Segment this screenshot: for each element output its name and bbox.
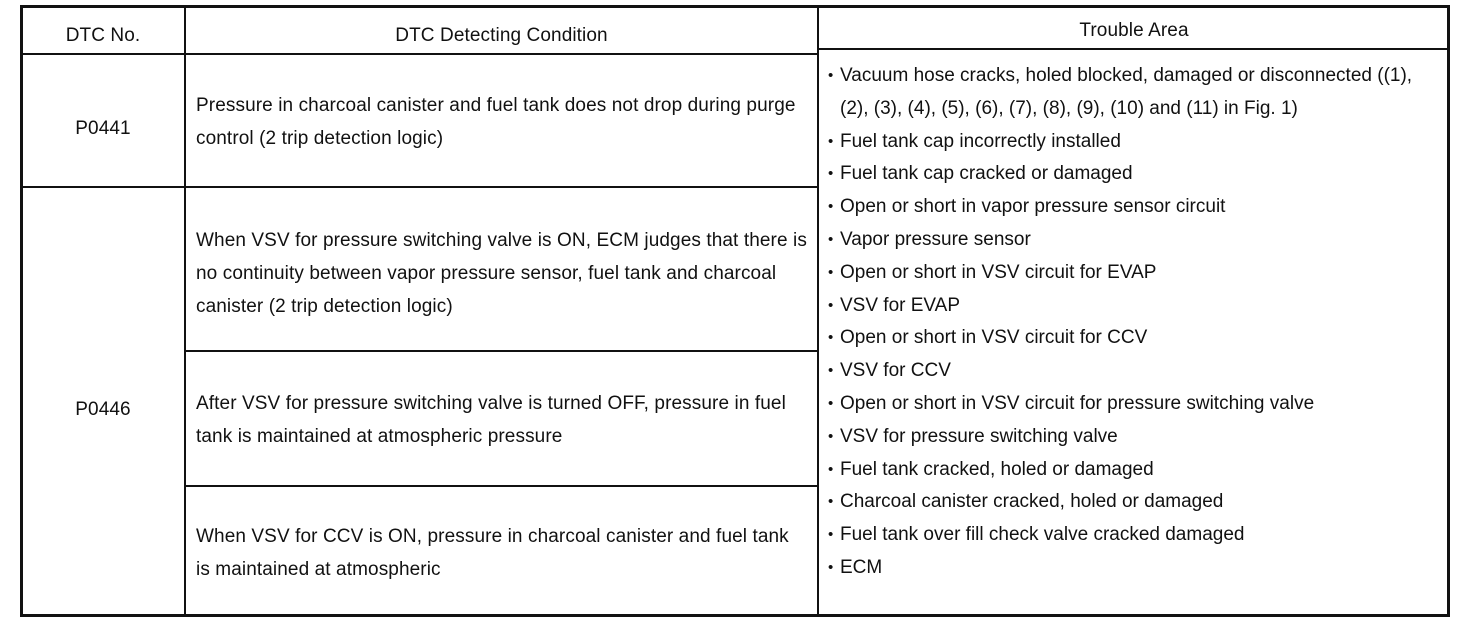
list-item: • Vacuum hose cracks, holed blocked, damaged or disconnected ((1), (2), (3), (4), (5), (6), (7), (8), (9), (10) and (11) in Fig. 1) — [828, 60, 1438, 126]
list-item: • Vapor pressure sensor — [828, 224, 1438, 257]
list-item: • Open or short in VSV circuit for pressure switching valve — [828, 388, 1438, 421]
list-item: • Fuel tank cap cracked or damaged — [828, 158, 1438, 191]
condition-text: Pressure in charcoal canister and fuel tank does not drop during purge control (2 trip detection logic) — [196, 95, 796, 149]
row-divider-p0441 — [22, 186, 819, 188]
list-item: • Fuel tank cap incorrectly installed — [828, 126, 1438, 159]
list-item: • Open or short in vapor pressure sensor circuit — [828, 191, 1438, 224]
header-divider — [22, 53, 819, 55]
column-divider-trouble — [817, 7, 819, 615]
list-item: • Fuel tank over fill check valve cracked damaged — [828, 519, 1438, 552]
condition-text: After VSV for pressure switching valve is turned OFF, pressure in fuel tank is maintained at atmospheric pressure — [196, 393, 786, 447]
list-item: • VSV for EVAP — [828, 290, 1438, 323]
condition-divider-1 — [184, 350, 819, 352]
trouble-area-list — [828, 60, 1438, 585]
header-dtc-no: DTC No. — [65, 25, 141, 46]
list-item: • Charcoal canister cracked, holed or damaged — [828, 486, 1438, 519]
list-item: • VSV for pressure switching valve — [828, 421, 1438, 454]
list-item: • ECM — [828, 552, 1438, 585]
list-item: • Open or short in VSV circuit for EVAP — [828, 257, 1438, 290]
list-item: • Fuel tank cracked, holed or damaged — [828, 454, 1438, 487]
condition-text: When VSV for CCV is ON, pressure in charcoal canister and fuel tank is maintained at atmospheric — [196, 526, 789, 580]
list-item: • VSV for CCV — [828, 355, 1438, 388]
trouble-header-divider — [817, 48, 1449, 50]
dtc-code-p0446: P0446 — [75, 399, 131, 420]
list-item: • Open or short in VSV circuit for CCV — [828, 322, 1438, 355]
column-divider-dtc — [184, 7, 186, 615]
header-detecting-condition: DTC Detecting Condition — [395, 25, 608, 46]
condition-text: When VSV for pressure switching valve is ON, ECM judges that there is no continuity between vapor pressure sensor, fuel tank and charcoal canister (2 trip detection logic) — [196, 230, 807, 317]
header-trouble-area: Trouble Area — [1079, 20, 1189, 41]
dtc-code-p0441: P0441 — [75, 118, 131, 139]
condition-divider-2 — [184, 485, 819, 487]
